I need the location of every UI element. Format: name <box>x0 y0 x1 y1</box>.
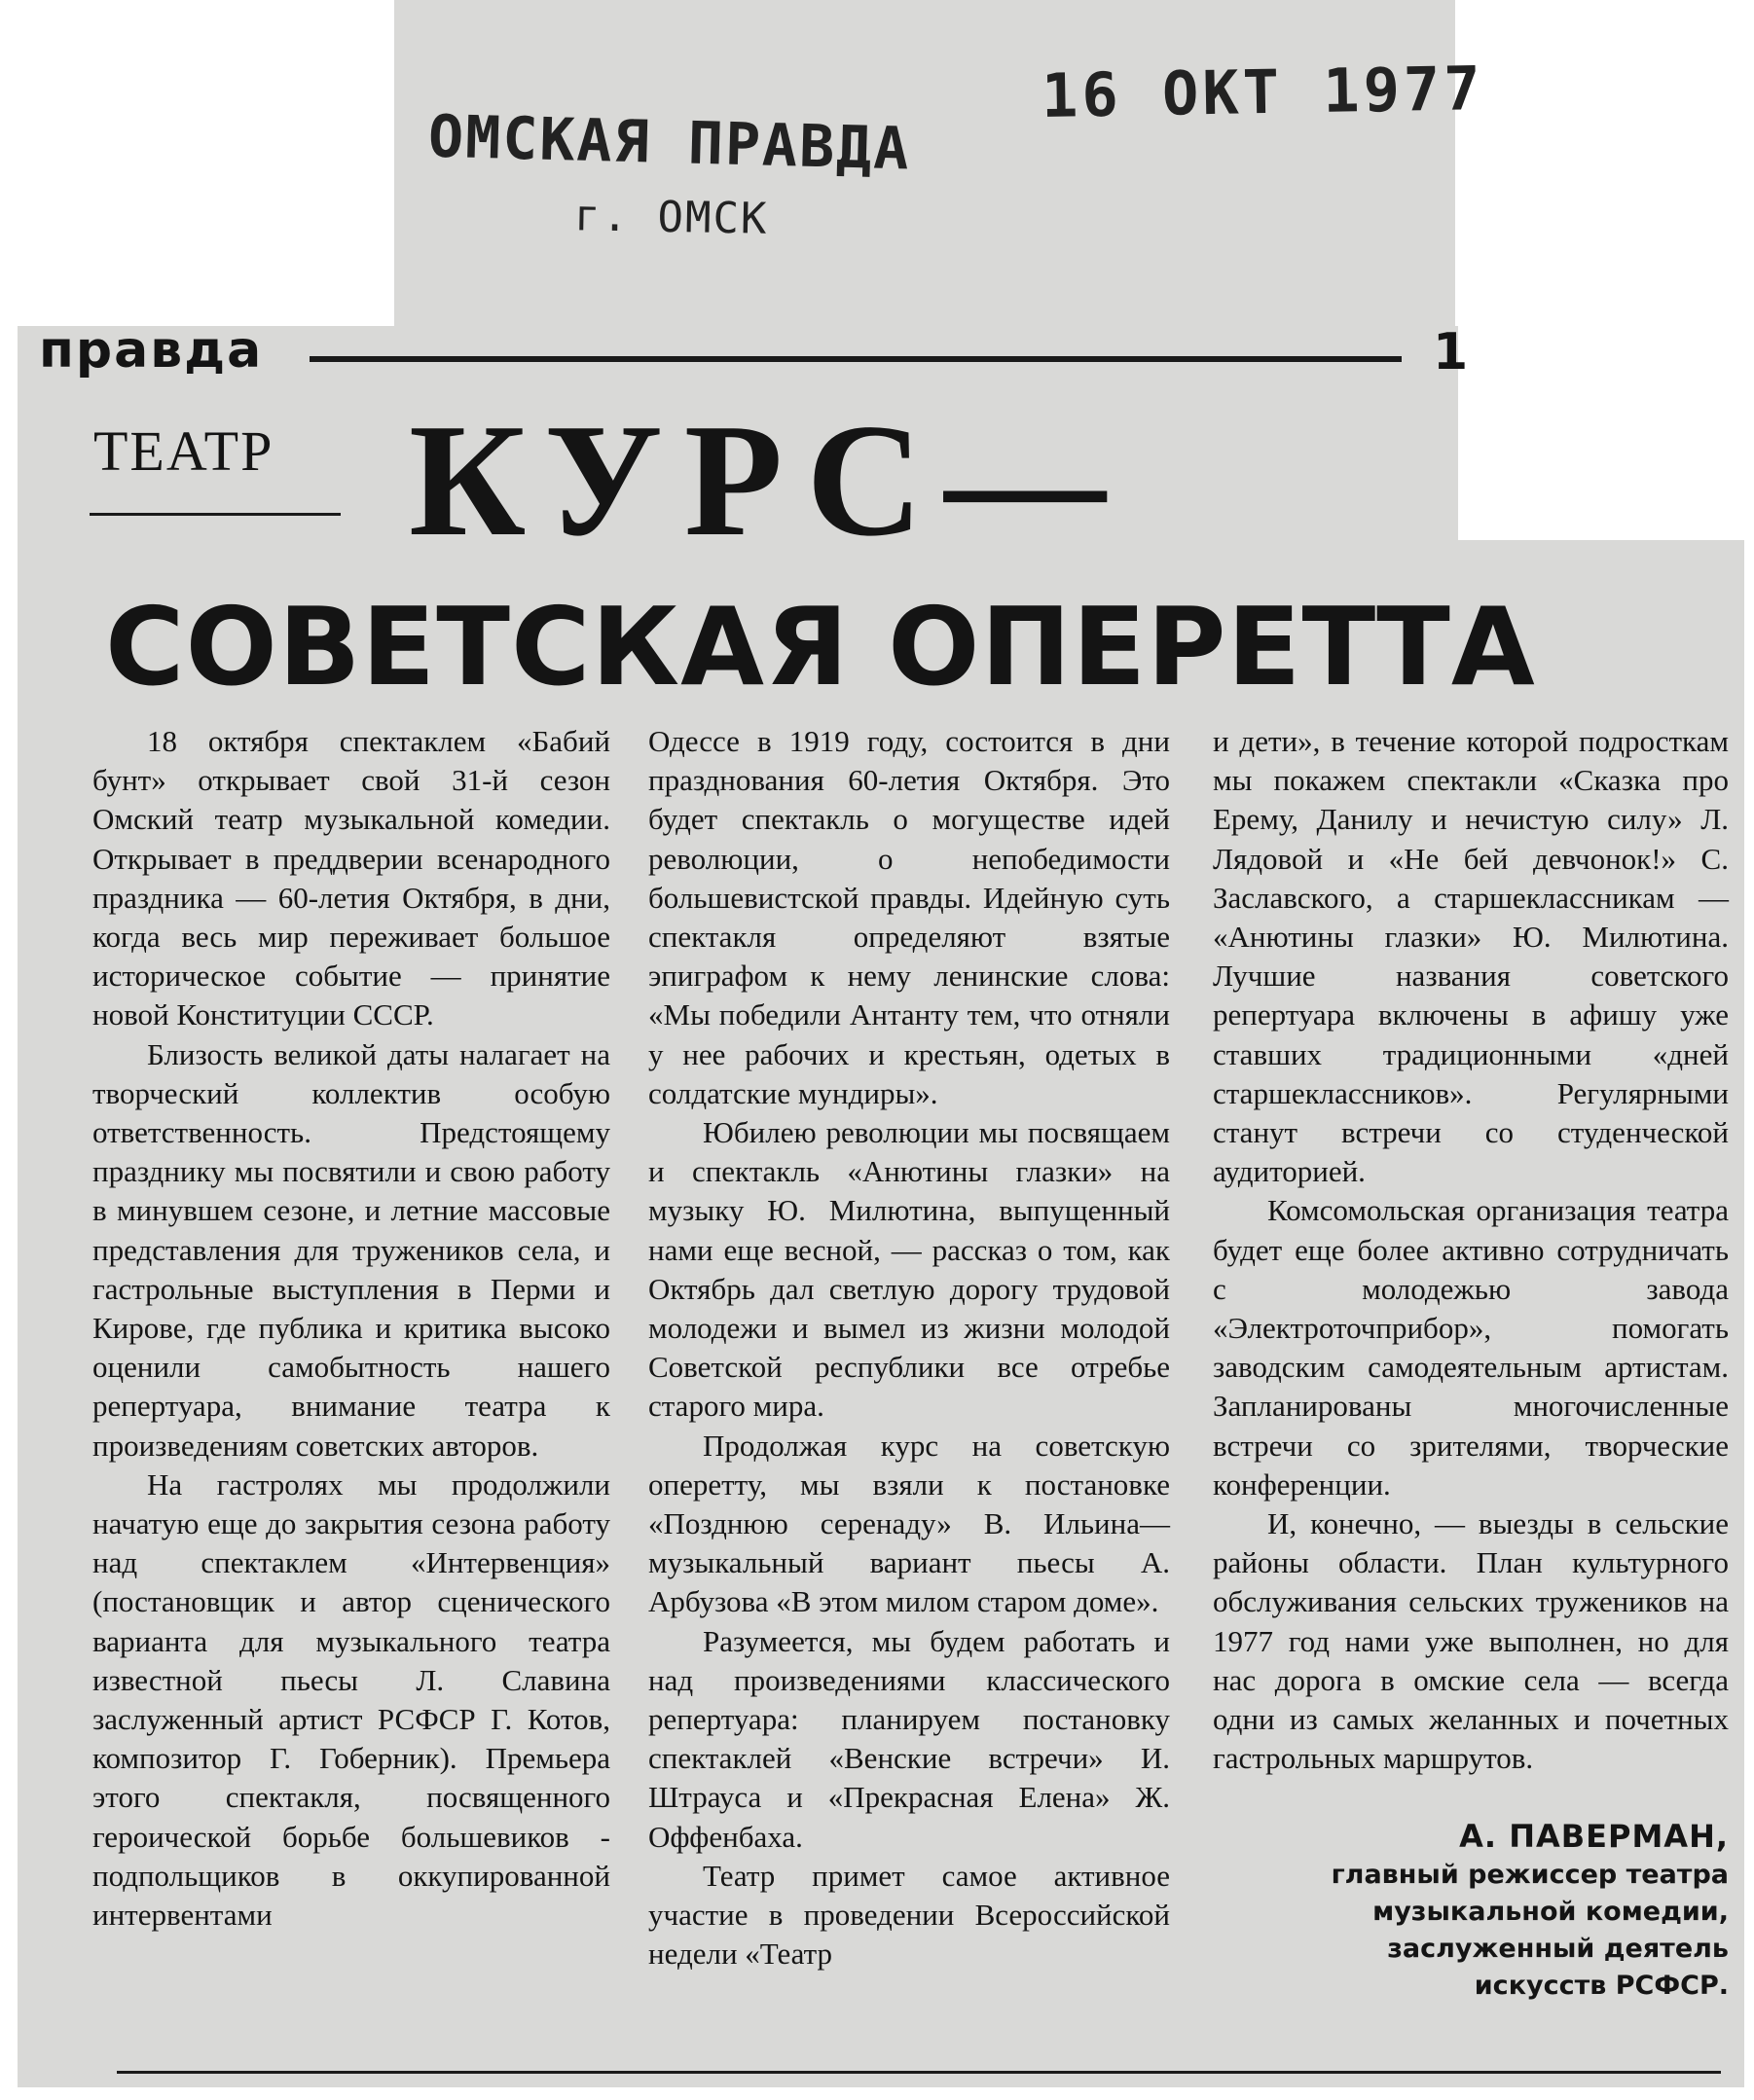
rubric-rule <box>90 513 341 516</box>
paragraph: На гастролях мы продолжили начатую еще до закрытия сезона работу над спектаклем «Интервенция» (постановщик и автор сценического варианта для музыкального театра известной пьесы Л. Славина заслуженный артист РСФСР Г. Котов, композитор Г. Гоберник). Премьера этого спектакля, посвященного героической борьбе большевиков - подпольщиков в оккупированной интервентами <box>92 1466 610 1933</box>
masthead-rule <box>310 356 1402 362</box>
headline-line1: КУРС— <box>409 390 1128 569</box>
paragraph: Театр примет самое активное участие в проведении Всероссийской недели «Театр <box>648 1858 1170 1972</box>
article-column-3 <box>1213 722 1729 2005</box>
paragraph: Комсомольская организация театра будет еще более активно сотрудничать с молодежью завода «Электроточприбор», помогать заводским самодеятельным артистам. Запланированы многочисленные встречи со зрителями, творческие конференции. <box>1213 1193 1729 1502</box>
stamp-newspaper: ОМСКАЯ ПРАВДА <box>427 102 912 184</box>
author-role-line: заслуженный деятель <box>1387 1933 1729 1964</box>
paragraph: и дети», в течение которой подросткам мы покажем спектакли «Сказка про Ерему, Данилу и нечистую силу» Л. Лядовой и «Не бей девчонок!» С. Заславского, а старшеклассникам — «Анютины глазки» Ю. Милютина. Лучшие названия советского репертуара включены в афишу уже ставших традиционными «дней старшеклассников». Регулярными станут встречи со студенческой аудиторией. <box>1213 724 1729 1189</box>
paragraph: Близость великой даты налагает на творческий коллектив особую ответственность. Предстоящему празднику мы посвятили и свою работу в минувшем сезоне, и летние массовые представления для тружеников села, и гастрольные выступления в Перми и Кирове, где публика и критика высоко оценили самобытность нашего репертуара, внимание театра к произведениям советских авторов. <box>92 1036 610 1463</box>
author-name: А. ПАВЕРМАН, <box>1459 1818 1729 1856</box>
headline-line2: СОВЕТСКАЯ ОПЕРЕТТА <box>105 585 1536 710</box>
stamp-date: 16 ОКТ 1977 <box>1041 53 1485 131</box>
article-column-2 <box>648 722 1170 1974</box>
stamp-city: г. ОМСК <box>573 191 769 244</box>
bottom-rule <box>117 2071 1721 2074</box>
author-role-line: главный режиссер театра <box>1331 1859 1729 1890</box>
paragraph: Юбилею революции мы посвящаем и спектакль «Анютины глазки» на музыку Ю. Милютина, выпущенный нами еще весной, — рассказ о том, как Октябрь дал светлую дорогу трудовой молодежи и вымел из жизни молодой Советской республики все отребье старого мира. <box>648 1115 1170 1424</box>
rubric: ТЕАТР <box>93 419 274 483</box>
masthead-title: правда <box>39 321 264 380</box>
paragraph: Разумеется, мы будем работать и над произведениями классического репертуара: планируем постановку спектаклей «Венские встречи» И. Штрауса и «Прекрасная Елена» Ж. Оффенбаха. <box>648 1623 1170 1854</box>
paragraph: И, конечно, — выезды в сельские районы области. План культурного обслуживания сельских тружеников на 1977 год нами уже выполнен, но для нас дорога в омские села — всегда одни из самых желанных и почетных гастрольных маршрутов. <box>1213 1506 1729 1776</box>
article-column-1 <box>92 722 610 1935</box>
paragraph: Продолжая курс на советскую оперетту, мы взяли к постановке «Позднюю серенаду» В. Ильина—музыкальный вариант пьесы А. Арбузова «В этом милом старом доме». <box>648 1428 1170 1619</box>
paragraph: Одессе в 1919 году, состоится в дни празднования 60-летия Октября. Это будет спектакль о могуществе идей революции, о непобедимости большевистской правды. Идейную суть спектакля определяют взятые эпиграфом к нему ленинские слова: «Мы победили Антанту тем, что отняли у нее рабочих и крестьян, одетых в солдатские мундиры». <box>648 724 1170 1110</box>
page-number: 1 <box>1433 323 1469 381</box>
author-role-line: музыкальной комедии, <box>1372 1896 1729 1927</box>
paragraph: 18 октября спектаклем «Бабий бунт» открывает свой 31-й сезон Омский театр музыкальной комедии. Открывает в преддверии всенародного праздника — 60-летия Октября, в дни, когда весь мир переживает большое историческое событие — принятие новой Конституции СССР. <box>92 724 610 1032</box>
author-role-line: искусств РСФСР. <box>1474 1970 1729 2001</box>
